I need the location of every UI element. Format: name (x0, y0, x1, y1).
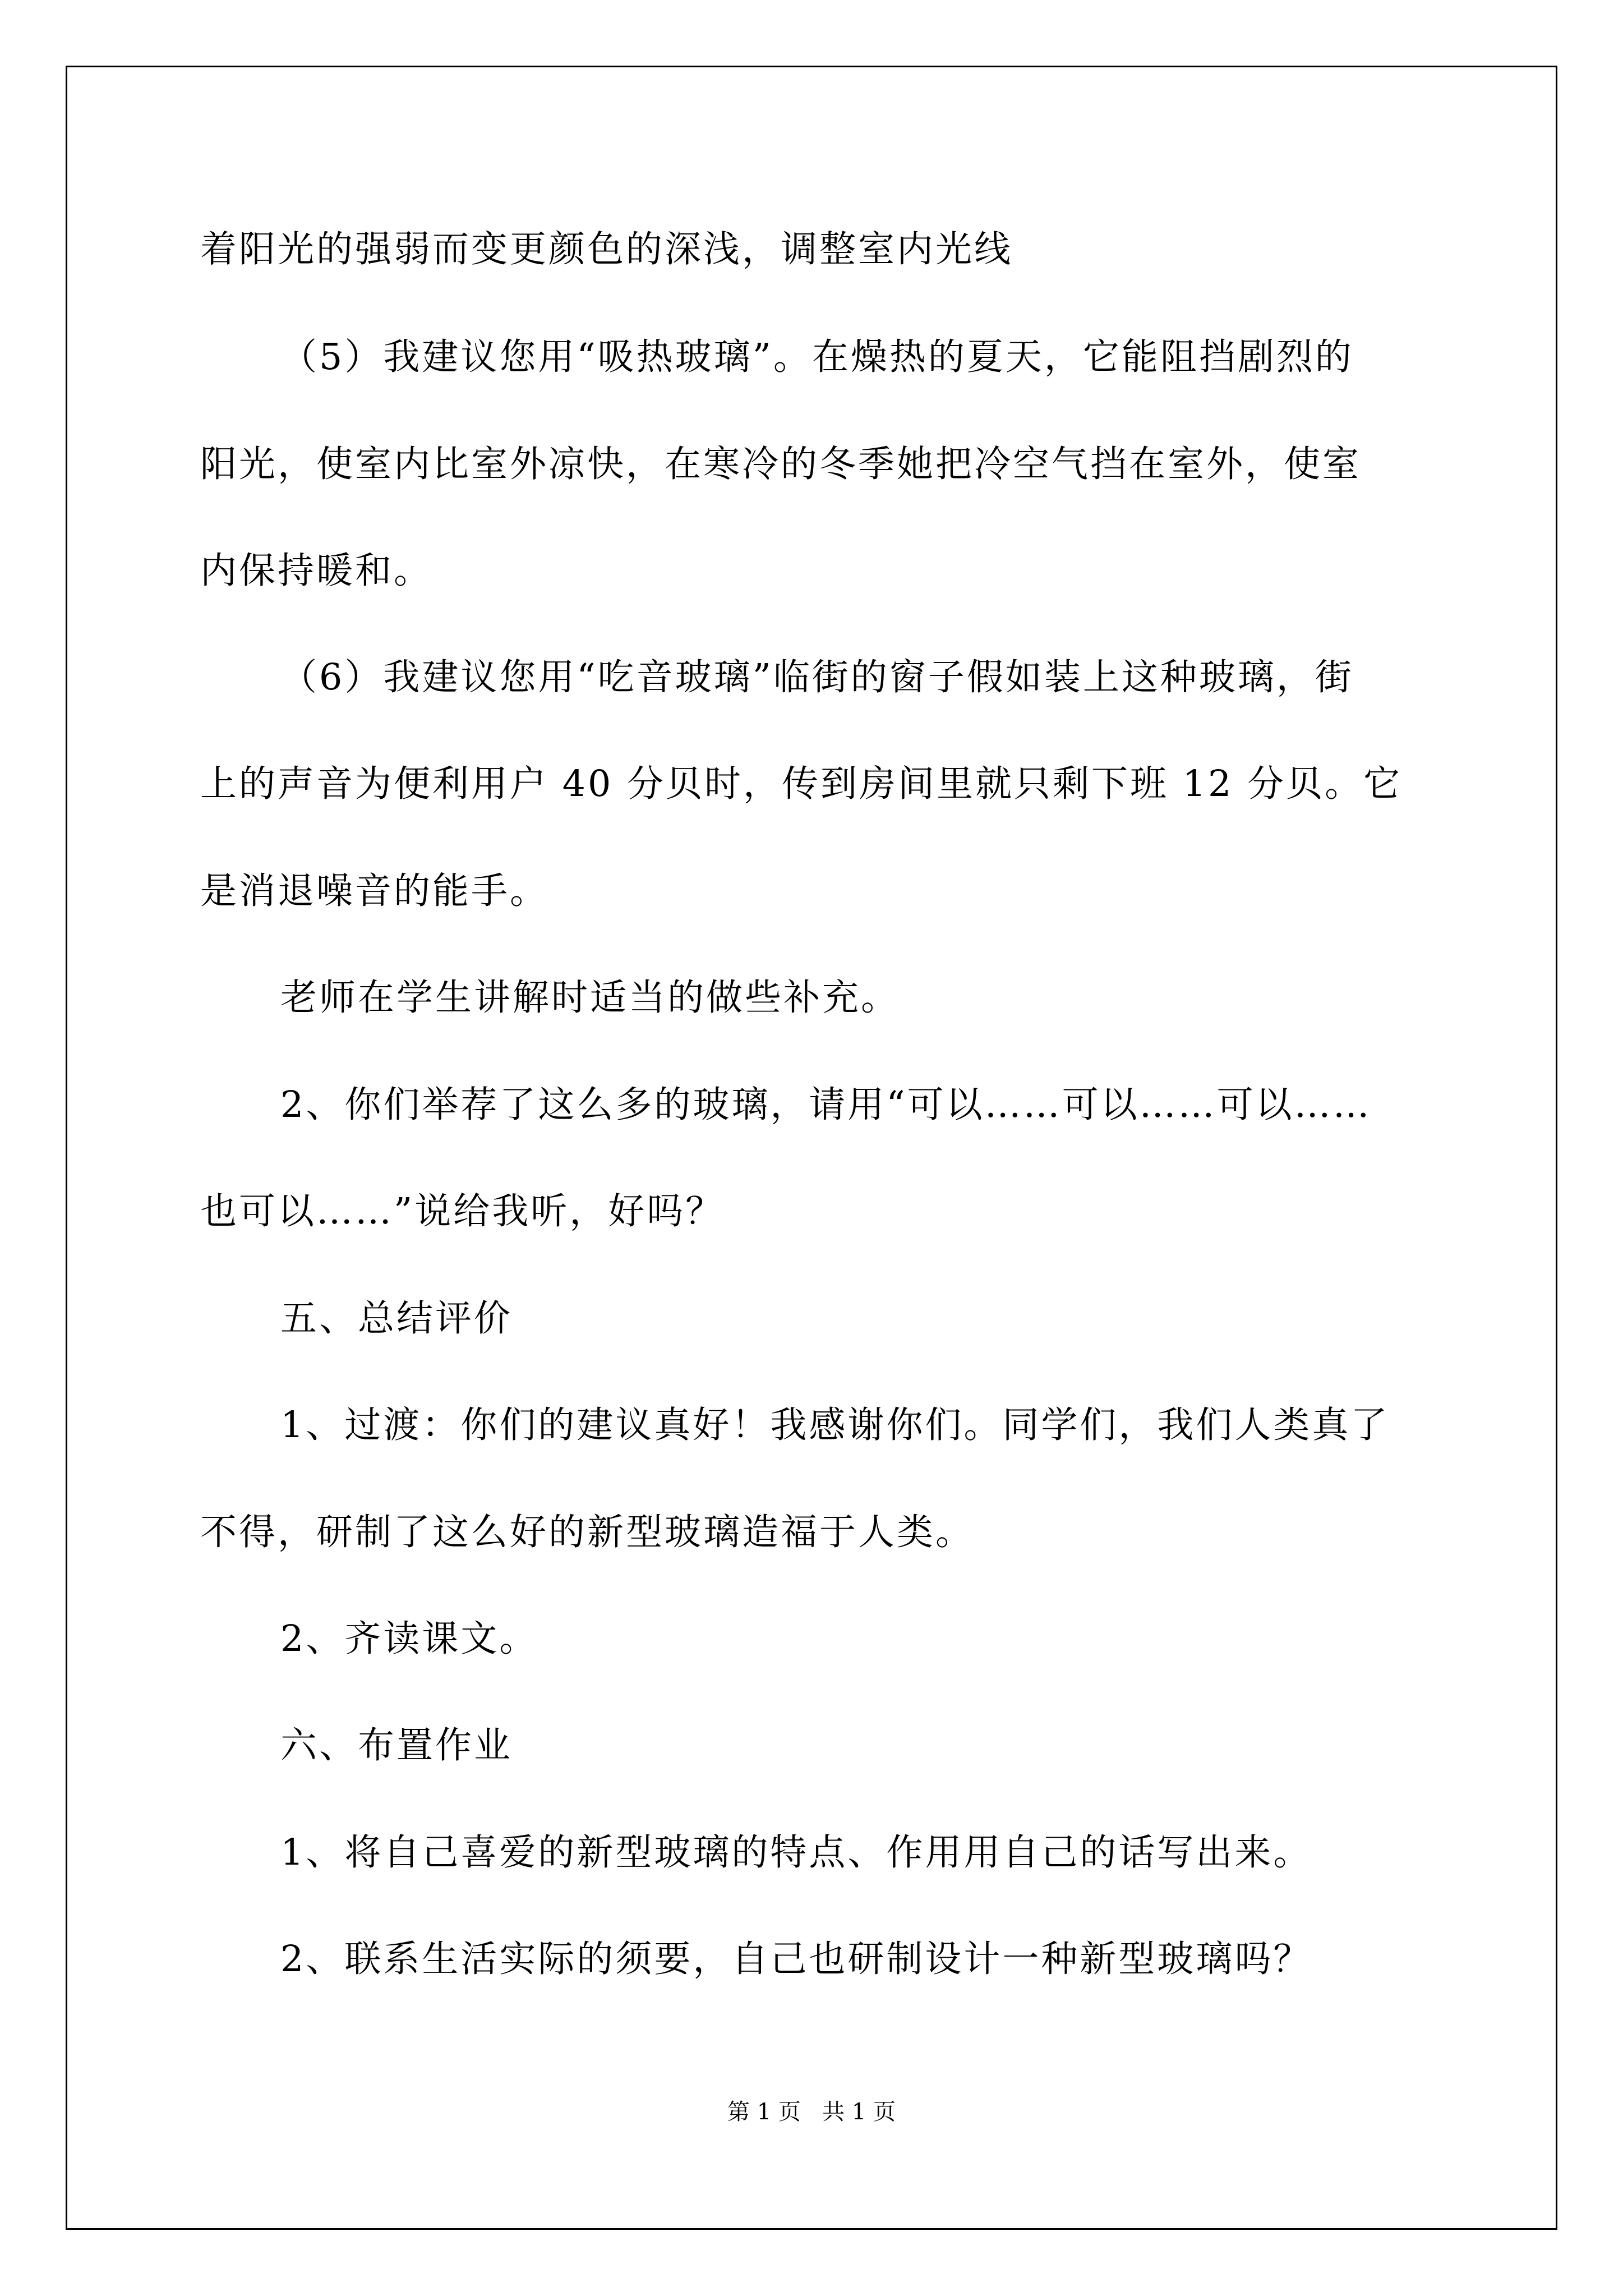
text-line-2: （5）我建议您用“吸热玻璃”。在燥热的夏天，它能阻挡剧烈的 (280, 336, 1354, 378)
text-line-9: 2、你们举荐了这么多的玻璃，请用“可以……可以……可以…… (280, 1084, 1372, 1126)
text-line-1: 着阳光的强弱而变更颜色的深浅，调整室内光线 (200, 228, 1013, 270)
section-heading-5: 五、总结评价 (280, 1297, 513, 1340)
text-line-4: 内保持暖和。 (200, 550, 433, 592)
text-line-17: 2、联系生活实际的须要，自己也研制设计一种新型玻璃吗？ (280, 1938, 1312, 1980)
text-line-5: （6）我建议您用“吃音玻璃”临街的窗子假如装上这种玻璃，街 (280, 656, 1354, 698)
text-line-3: 阳光，使室内比室外凉快，在寒冷的冬季她把冷空气挡在室外，使室 (200, 443, 1362, 485)
text-line-8: 老师在学生讲解时适当的做些补充。 (280, 977, 900, 1019)
page-border (66, 66, 1557, 2230)
text-line-6: 上的声音为便利用户 40 分贝时，传到房间里就只剩下班 12 分贝。它 (200, 763, 1403, 805)
section-heading-6: 六、布置作业 (280, 1724, 513, 1766)
text-line-16: 1、将自己喜爱的新型玻璃的特点、作用用自己的话写出来。 (280, 1832, 1312, 1874)
text-line-12: 1、过渡：你们的建议真好！我感谢你们。同学们，我们人类真了 (280, 1404, 1390, 1446)
text-line-14: 2、齐读课文。 (280, 1618, 538, 1660)
text-line-10: 也可以……”说给我听，好吗？ (200, 1190, 725, 1232)
text-line-7: 是消退噪音的能手。 (200, 870, 549, 912)
text-line-13: 不得，研制了这么好的新型玻璃造福于人类。 (200, 1511, 975, 1553)
page-number-footer: 第 1 页 共 1 页 (727, 2099, 896, 2125)
